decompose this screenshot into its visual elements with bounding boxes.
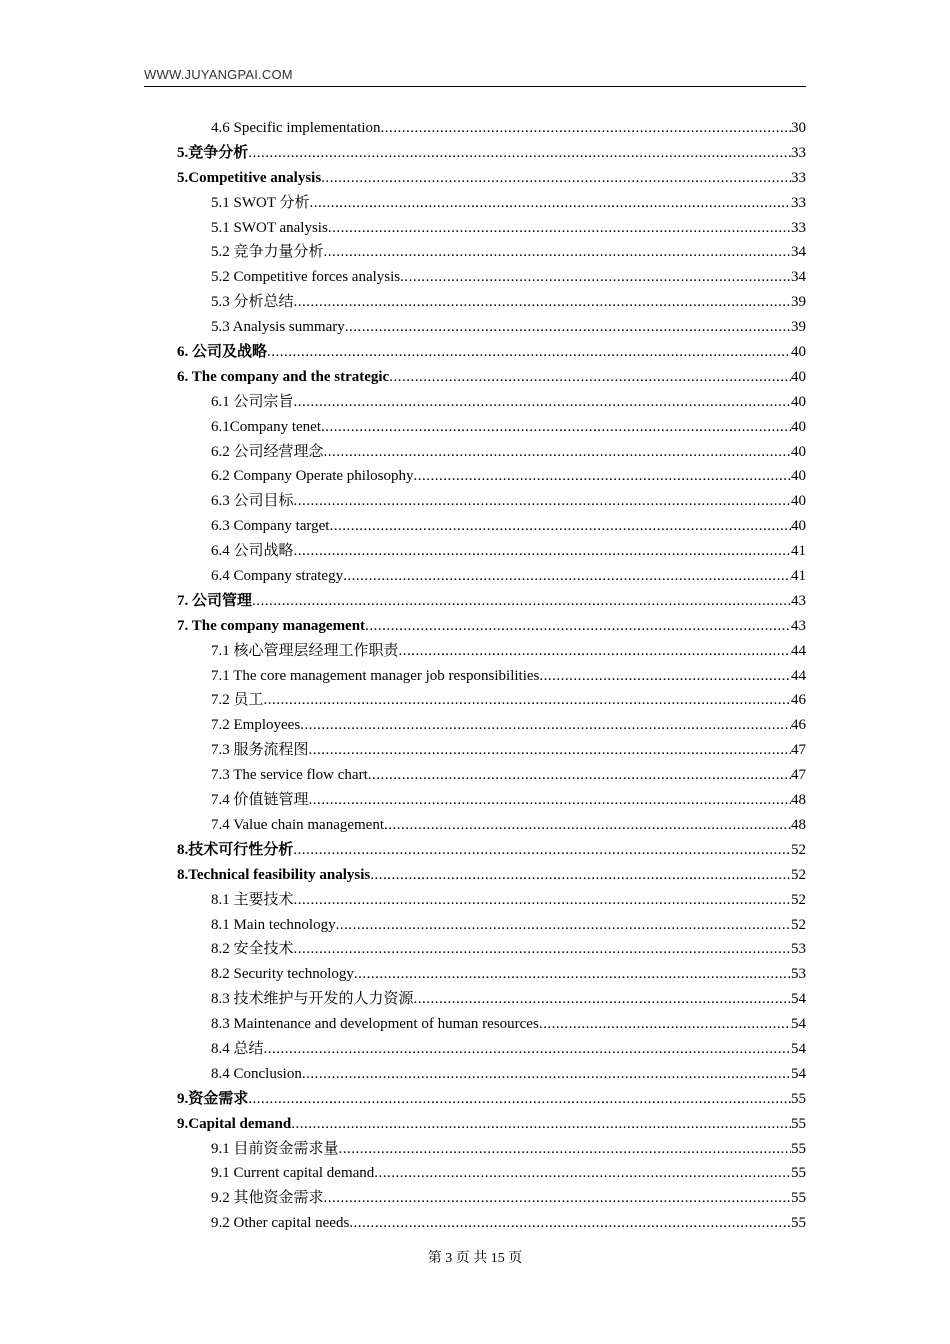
header-rule	[144, 86, 806, 87]
toc-entry-page: 41	[791, 543, 806, 560]
toc-entry[interactable]	[177, 1112, 806, 1137]
toc-entry-page: 55	[791, 1190, 806, 1207]
toc-entry[interactable]	[177, 415, 806, 440]
toc-dot-leader	[248, 1087, 791, 1112]
toc-entry-title: 6. The company and the strategic	[177, 368, 390, 385]
toc-dot-leader	[365, 614, 791, 639]
toc-entry-title: 6. 公司及战略	[177, 344, 268, 361]
toc-entry-page: 52	[791, 866, 806, 883]
toc-dot-leader	[252, 589, 791, 614]
toc-dot-leader	[309, 788, 791, 813]
toc-entry[interactable]	[177, 987, 806, 1012]
toc-dot-leader	[343, 564, 791, 589]
toc-entry-page: 34	[791, 269, 806, 286]
toc-entry-page: 53	[791, 966, 806, 983]
toc-entry[interactable]	[177, 539, 806, 564]
toc-dot-leader	[328, 216, 791, 241]
toc-entry-page: 53	[791, 941, 806, 958]
toc-entry-title: 9.Capital demand	[177, 1115, 292, 1132]
toc-entry[interactable]	[177, 166, 806, 191]
toc-entry-title: 8.1 主要技术	[211, 891, 294, 908]
toc-entry[interactable]	[177, 1062, 806, 1087]
toc-entry[interactable]	[177, 639, 806, 664]
toc-dot-leader	[309, 738, 791, 763]
toc-entry[interactable]	[177, 813, 806, 838]
toc-dot-leader	[539, 1012, 791, 1037]
toc-entry[interactable]	[177, 838, 806, 863]
toc-entry[interactable]	[177, 1137, 806, 1162]
toc-entry[interactable]	[177, 863, 806, 888]
toc-entry-title: 8.4 总结	[211, 1040, 264, 1057]
toc-entry-title: 9.1 Current capital demand	[211, 1165, 375, 1182]
toc-entry-page: 55	[791, 1165, 806, 1182]
toc-entry[interactable]	[177, 440, 806, 465]
toc-entry[interactable]	[177, 1012, 806, 1037]
toc-entry[interactable]	[177, 888, 806, 913]
toc-dot-leader	[264, 1037, 791, 1062]
toc-dot-leader	[399, 639, 791, 664]
toc-dot-leader	[294, 390, 791, 415]
toc-entry-page: 39	[791, 319, 806, 336]
toc-entry-page: 40	[791, 393, 806, 410]
toc-entry-title: 8.3 Maintenance and development of human resources	[211, 1016, 539, 1033]
toc-entry-page: 54	[791, 1065, 806, 1082]
toc-entry-page: 44	[791, 667, 806, 684]
toc-entry-page: 40	[791, 443, 806, 460]
toc-dot-leader	[293, 838, 791, 863]
toc-dot-leader	[336, 913, 791, 938]
toc-entry[interactable]	[177, 216, 806, 241]
toc-entry-title: 9.1 目前资金需求量	[211, 1140, 339, 1157]
toc-entry-page: 48	[791, 792, 806, 809]
toc-entry-title: 6.3 Company target	[211, 518, 330, 535]
toc-entry-page: 46	[791, 692, 806, 709]
toc-entry[interactable]	[177, 763, 806, 788]
toc-dot-leader	[354, 962, 791, 987]
toc-entry-title: 8.2 Security technology	[211, 966, 354, 983]
toc-entry[interactable]	[177, 788, 806, 813]
toc-entry-page: 47	[791, 742, 806, 759]
toc-dot-leader	[302, 1062, 791, 1087]
toc-dot-leader	[370, 863, 791, 888]
toc-entry[interactable]	[177, 738, 806, 763]
toc-entry-page: 43	[791, 617, 806, 634]
toc-entry-page: 55	[791, 1140, 806, 1157]
toc-entry[interactable]	[177, 116, 806, 141]
toc-dot-leader	[248, 141, 791, 166]
toc-entry-page: 41	[791, 568, 806, 585]
table-of-contents	[177, 116, 806, 1236]
toc-entry-page: 54	[791, 1040, 806, 1057]
toc-entry-page: 55	[791, 1090, 806, 1107]
toc-dot-leader	[294, 290, 791, 315]
toc-dot-leader	[413, 464, 791, 489]
toc-entry-title: 7.3 服务流程图	[211, 742, 309, 759]
toc-entry-title: 7.4 Value chain management	[211, 816, 384, 833]
toc-entry[interactable]	[177, 1037, 806, 1062]
toc-entry[interactable]	[177, 365, 806, 390]
toc-entry[interactable]	[177, 141, 806, 166]
toc-entry[interactable]	[177, 1211, 806, 1236]
toc-dot-leader	[300, 713, 791, 738]
toc-dot-leader	[329, 514, 791, 539]
toc-entry[interactable]	[177, 191, 806, 216]
toc-entry-title: 5.3 Analysis summary	[211, 319, 345, 336]
toc-entry[interactable]	[177, 1161, 806, 1186]
toc-entry-page: 33	[791, 219, 806, 236]
toc-entry-title: 7.1 The core management manager job responsibilities	[211, 667, 540, 684]
toc-entry[interactable]	[177, 290, 806, 315]
toc-dot-leader	[384, 813, 791, 838]
toc-entry-title: 6.2 Company Operate philosophy	[211, 468, 414, 485]
toc-entry-page: 30	[791, 120, 806, 136]
toc-dot-leader	[309, 191, 791, 216]
toc-dot-leader	[294, 489, 791, 514]
toc-dot-leader	[374, 1161, 791, 1186]
toc-entry-title: 8.4 Conclusion	[211, 1065, 302, 1082]
toc-entry-title: 6.1 公司宗旨	[211, 393, 294, 410]
toc-entry-title: 5.1 SWOT 分析	[211, 194, 310, 211]
toc-entry[interactable]	[177, 340, 806, 365]
toc-entry[interactable]	[177, 390, 806, 415]
toc-entry[interactable]	[177, 240, 806, 265]
toc-dot-leader	[264, 688, 791, 713]
toc-entry-title: 5.2 竞争力量分析	[211, 244, 324, 261]
toc-dot-leader	[294, 937, 791, 962]
toc-entry[interactable]	[177, 1087, 806, 1112]
toc-entry[interactable]	[177, 315, 806, 340]
toc-entry-title: 8.3 技术维护与开发的人力资源	[211, 991, 414, 1008]
toc-entry-title: 8.技术可行性分析	[177, 841, 294, 858]
toc-entry-title: 6.4 Company strategy	[211, 568, 344, 585]
toc-entry-page: 40	[791, 518, 806, 535]
toc-entry-page: 48	[791, 816, 806, 833]
toc-dot-leader	[400, 265, 791, 290]
toc-entry-page: 39	[791, 294, 806, 311]
toc-dot-leader	[339, 1137, 791, 1162]
toc-entry-page: 55	[791, 1115, 806, 1132]
toc-dot-leader	[267, 340, 791, 365]
toc-dot-leader	[414, 987, 791, 1012]
toc-entry-page: 40	[791, 368, 806, 385]
toc-entry[interactable]	[177, 937, 806, 962]
page-header-url: WWW.JUYANGPAI.COM	[144, 67, 293, 82]
toc-entry[interactable]	[177, 489, 806, 514]
toc-entry-title: 9.资金需求	[177, 1090, 249, 1107]
toc-entry-page: 33	[791, 169, 806, 186]
toc-entry-page: 46	[791, 717, 806, 734]
toc-dot-leader	[324, 240, 791, 265]
toc-entry-page: 52	[791, 916, 806, 933]
toc-entry[interactable]	[177, 464, 806, 489]
toc-dot-leader	[539, 664, 791, 689]
toc-entry-title: 9.2 其他资金需求	[211, 1190, 324, 1207]
toc-dot-leader	[324, 440, 791, 465]
toc-entry[interactable]	[177, 1186, 806, 1211]
toc-entry[interactable]	[177, 913, 806, 938]
toc-entry-title: 7.4 价值链管理	[211, 792, 309, 809]
toc-entry-page: 47	[791, 767, 806, 784]
toc-dot-leader	[291, 1112, 791, 1137]
toc-entry-page: 40	[791, 468, 806, 485]
toc-entry-title: 7.2 Employees	[211, 717, 301, 734]
toc-dot-leader	[321, 166, 791, 191]
toc-entry-page: 43	[791, 592, 806, 609]
toc-entry-title: 6.3 公司目标	[211, 493, 294, 510]
toc-entry[interactable]	[177, 664, 806, 689]
toc-entry-title: 7.3 The service flow chart	[211, 767, 368, 784]
toc-entry-title: 9.2 Other capital needs	[211, 1215, 350, 1232]
toc-entry-page: 33	[791, 194, 806, 211]
toc-entry-page: 40	[791, 418, 806, 435]
toc-entry-page: 54	[791, 1016, 806, 1033]
toc-entry-title: 8.2 安全技术	[211, 941, 294, 958]
toc-entry[interactable]	[177, 564, 806, 589]
toc-entry[interactable]	[177, 265, 806, 290]
toc-entry-title: 6.1Company tenet	[211, 418, 321, 435]
toc-dot-leader	[368, 763, 791, 788]
toc-entry[interactable]	[177, 589, 806, 614]
toc-entry-title: 5.1 SWOT analysis	[211, 219, 328, 236]
toc-dot-leader	[349, 1211, 791, 1236]
toc-entry-title: 5.2 Competitive forces analysis	[211, 269, 401, 286]
toc-entry-title: 7.1 核心管理层经理工作职责	[211, 642, 399, 659]
toc-entry-title: 6.4 公司战略	[211, 543, 294, 560]
toc-entry[interactable]	[177, 514, 806, 539]
toc-entry-title: 5.3 分析总结	[211, 294, 294, 311]
toc-dot-leader	[294, 888, 791, 913]
toc-dot-leader	[324, 1186, 791, 1211]
toc-entry-title: 5.Competitive analysis	[177, 169, 322, 186]
toc-entry[interactable]	[177, 713, 806, 738]
toc-entry-page: 40	[791, 344, 806, 361]
toc-entry-page: 55	[791, 1215, 806, 1232]
toc-dot-leader	[381, 116, 791, 141]
toc-dot-leader	[294, 539, 791, 564]
page-footer-number: 第 3 页 共 15 页	[427, 1251, 523, 1266]
toc-entry-title: 8.Technical feasibility analysis	[177, 866, 371, 883]
toc-entry[interactable]	[177, 614, 806, 639]
toc-entry-title: 8.1 Main technology	[211, 916, 336, 933]
toc-entry-title: 7.2 员工	[211, 692, 264, 709]
toc-entry-title: 5.竞争分析	[177, 144, 249, 161]
toc-entry-title: 4.6 Specific implementation	[211, 120, 381, 136]
toc-entry[interactable]	[177, 688, 806, 713]
toc-entry-title: 7. 公司管理	[177, 592, 253, 609]
toc-entry-page: 52	[791, 891, 806, 908]
toc-entry-page: 33	[791, 144, 806, 161]
toc-entry-page: 54	[791, 991, 806, 1008]
toc-dot-leader	[321, 415, 791, 440]
toc-entry-title: 6.2 公司经营理念	[211, 443, 324, 460]
toc-dot-leader	[345, 315, 791, 340]
toc-dot-leader	[389, 365, 791, 390]
toc-entry-title: 7. The company management	[177, 617, 366, 634]
toc-entry-page: 34	[791, 244, 806, 261]
toc-entry-page: 52	[791, 841, 806, 858]
toc-entry-page: 40	[791, 493, 806, 510]
toc-entry-page: 44	[791, 642, 806, 659]
toc-entry[interactable]	[177, 962, 806, 987]
